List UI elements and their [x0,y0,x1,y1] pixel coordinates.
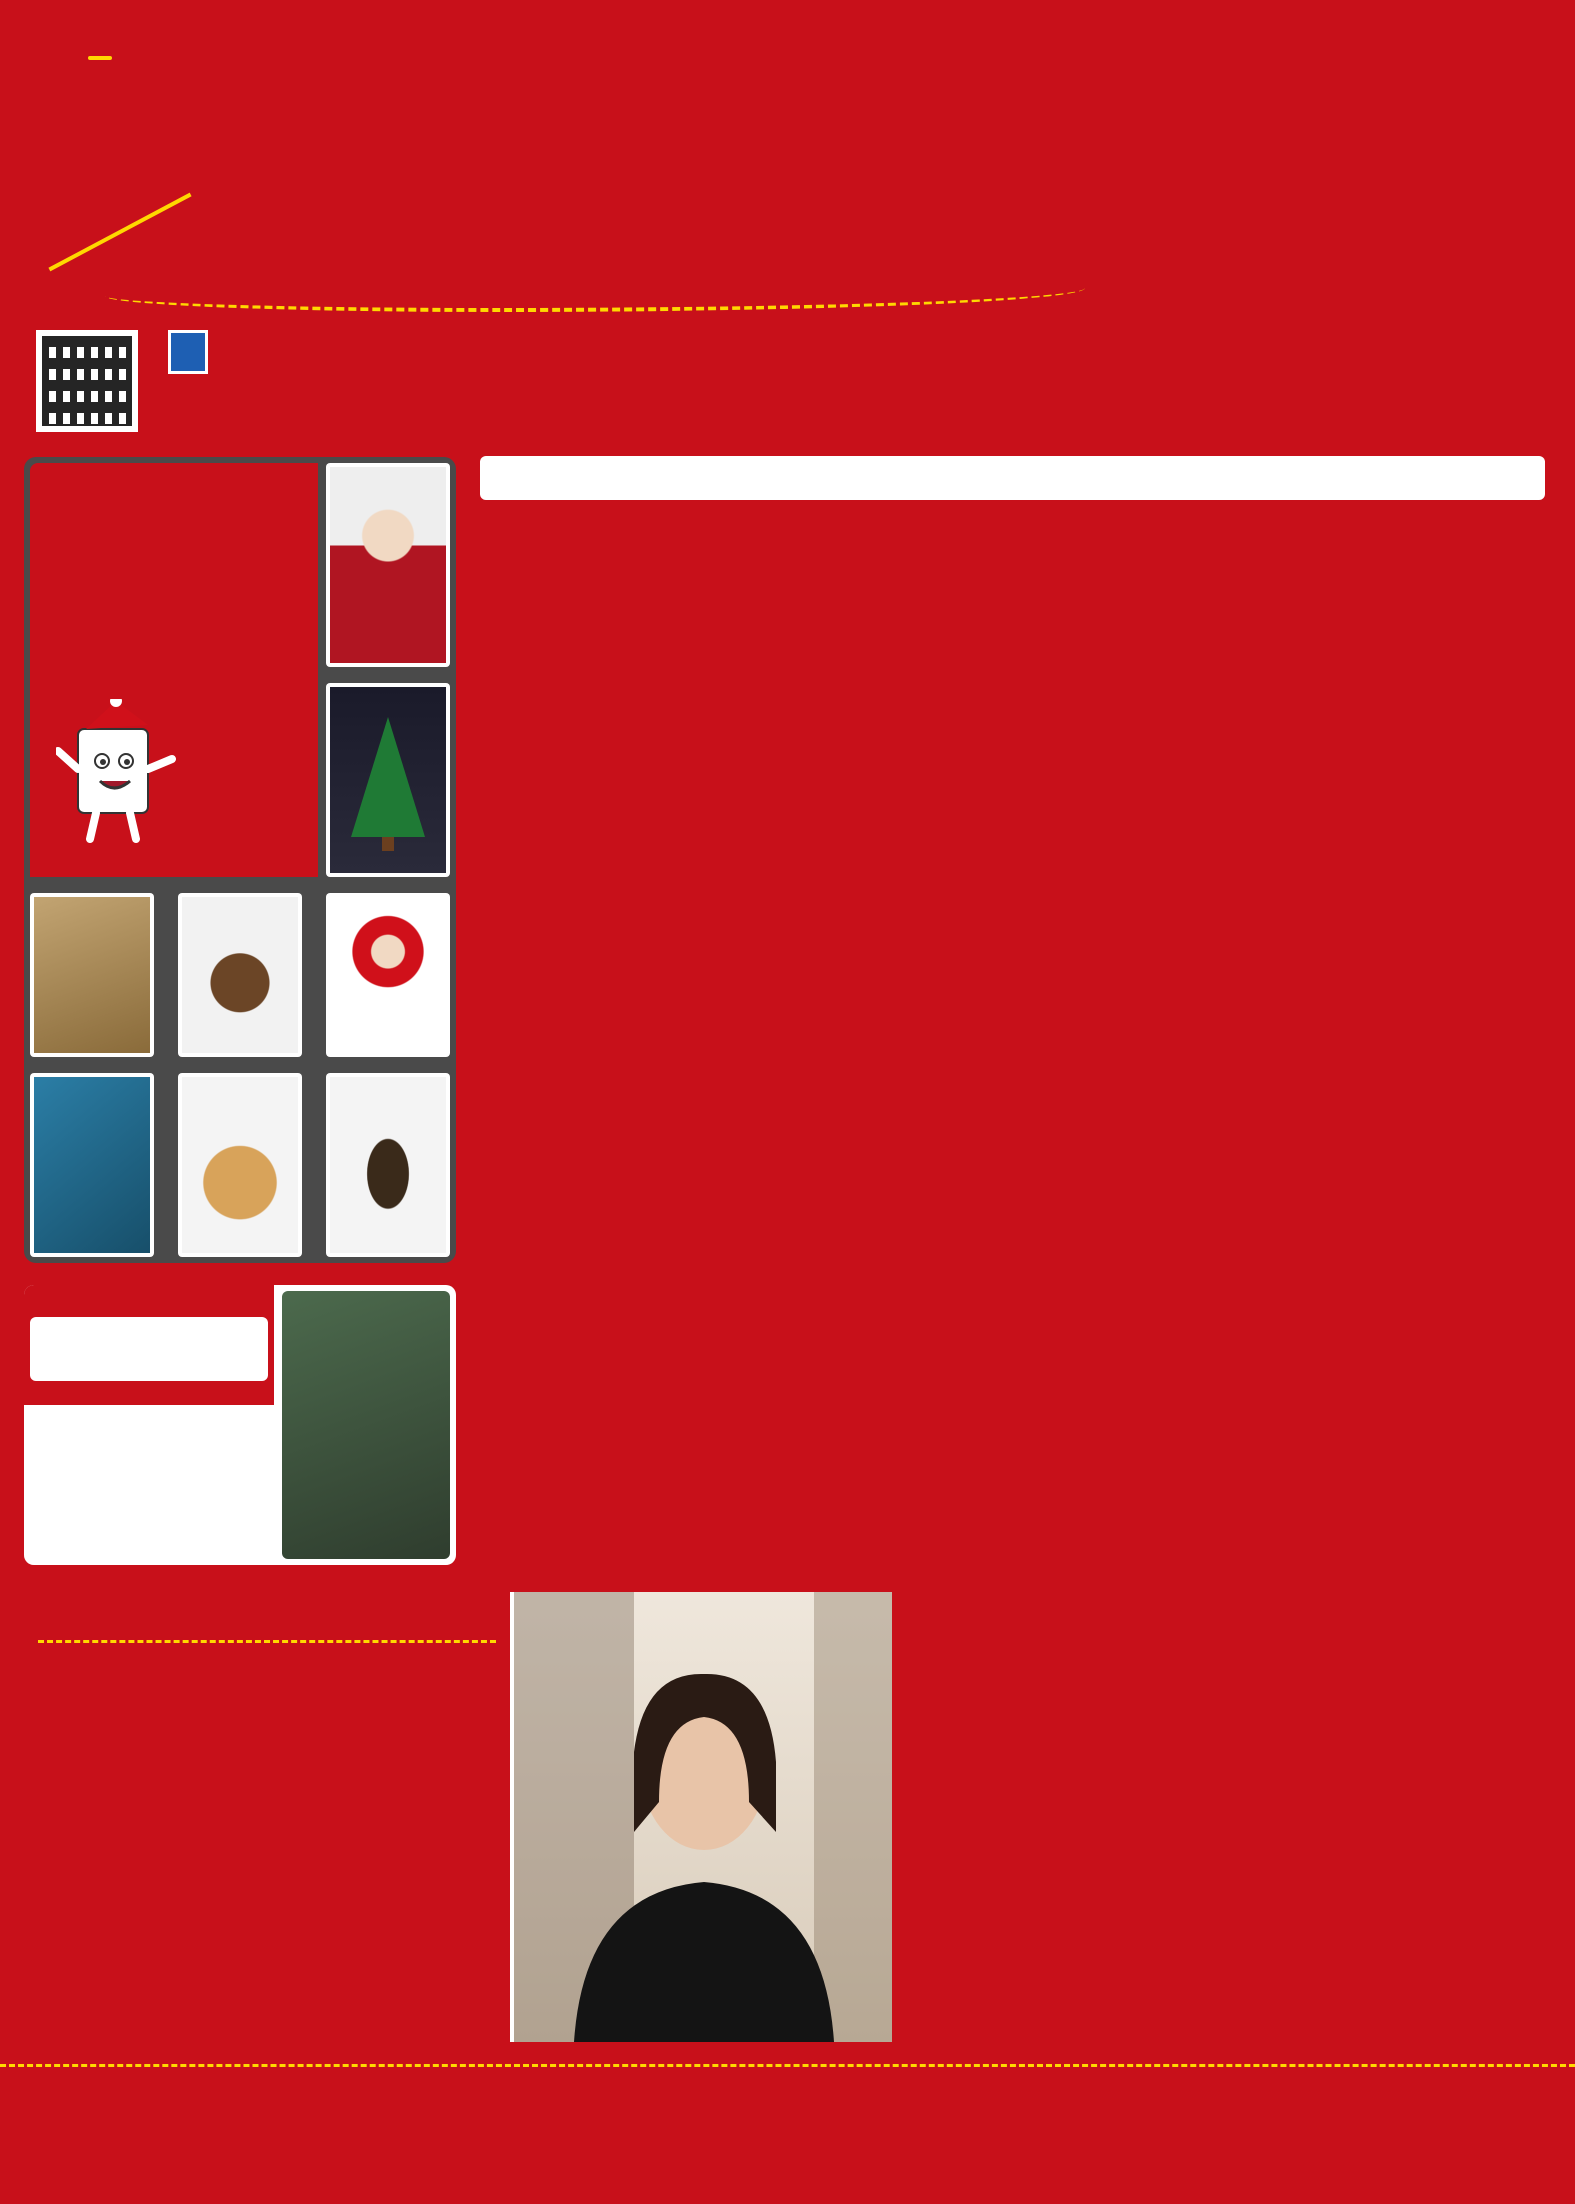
revista-label [88,56,112,60]
tutorials-banner [480,456,1545,500]
catalog-thumb-blue-box[interactable] [30,1073,154,1257]
catalog-thumb-statue[interactable] [326,1073,450,1257]
section-description [24,1405,274,1565]
catalog-thumb-house[interactable] [30,893,154,1057]
section-host-name [30,1317,268,1381]
masthead [0,0,1575,440]
interviewee-photo [514,1592,892,2042]
catalog-promo [30,463,318,877]
publisher-logo [158,330,218,430]
empreender-section[interactable] [24,1285,456,1565]
book-mascot-icon [56,699,176,849]
catalog-thumb-tree-frame[interactable] [326,683,450,877]
dashed-divider [38,1640,496,1643]
stitch-line-decoration [105,272,1085,312]
needle-icon [48,193,191,272]
catalog-panel[interactable] [24,457,456,1263]
catalog-thumb-keychain[interactable] [178,893,302,1057]
catalog-thumb-nativity[interactable] [178,1073,302,1257]
catalog-thumb-santa-clock[interactable] [326,893,450,1057]
host-photo [282,1291,450,1559]
footer-extras [0,2064,1575,2204]
qr-code[interactable] [36,330,138,432]
success-story[interactable] [24,1592,892,2042]
catalog-thumb-doll[interactable] [326,463,450,667]
